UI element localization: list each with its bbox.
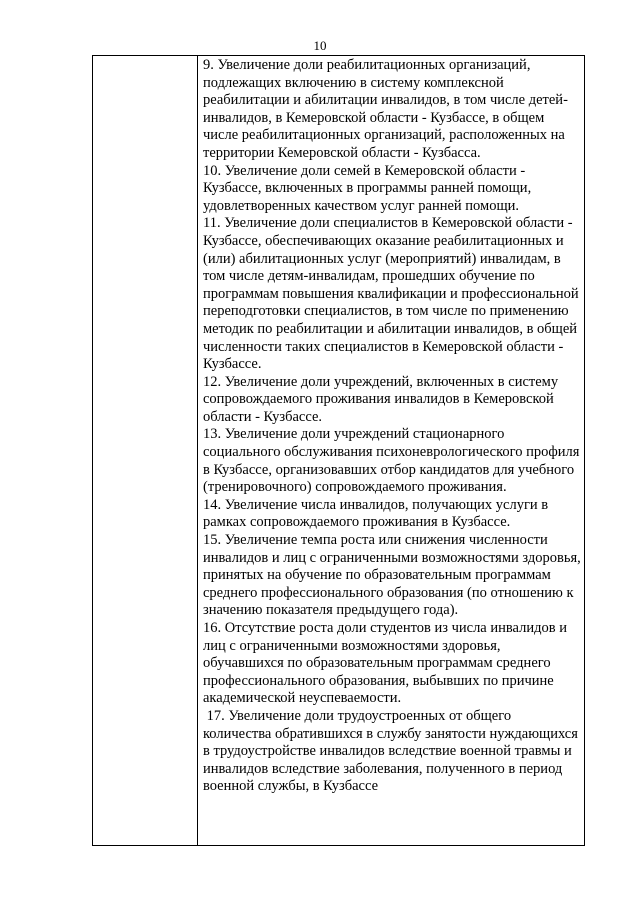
indicator-item-14: 14. Увеличение числа инвалидов, получающих услуги в рамках сопровождаемого проживания в Кузбассе. xyxy=(203,496,549,531)
indicators-table xyxy=(92,55,585,846)
indicator-item-11: 11. Увеличение доли специалистов в Кемеровской области - Кузбассе, обеспечивающих оказание реабилитационных и (или) абилитационных услуг (мероприятий) инвалидам, в том числе детям-инвалидам, прошедших обучение по программам повышения квалификации и профессиональной переподготовки специалистов, в том числе по применению методик по реабилитации и абилитации инвалидов, в общей численности таких специалистов в Кемеровской области - Кузбассе. xyxy=(203,215,579,373)
page-number: 10 xyxy=(313,38,327,53)
indicator-item-17: 17. Увеличение доли трудоустроенных от общего количества обратившихся в службу занятости нуждающихся в трудоустройстве инвалидов вследствие военной травмы и инвалидов вследствие заболевания, полученного в период военной службы, в Кузбассе xyxy=(203,707,582,795)
indicator-item-9: 9. Увеличение доли реабилитационных организаций, подлежащих включению в систему комплексной реабилитации и абилитации инвалидов, в том числе детей-инвалидов, в Кемеровской области - Кузбассе, в общем числе реабилитационных организаций, расположенных на территории Кемеровской области - Кузбасса. xyxy=(203,57,568,161)
indicator-item-13: 13. Увеличение доли учреждений стационарного социального обслуживания психоневрологического профиля в Кузбассе, организовавших отбор кандидатов для учебного (тренировочного) сопровождаемого проживания. xyxy=(203,426,580,496)
indicator-item-15: 15. Увеличение темпа роста или снижения численности инвалидов и лиц с ограниченными возможностями здоровья, принятых на обучение по образовательным программам среднего профессионального образования (по отношению к значению показателя предыдущего года). xyxy=(203,532,581,619)
table-left-cell xyxy=(93,56,198,845)
indicator-item-10: 10. Увеличение доли семей в Кемеровской области - Кузбассе, включенных в программы ранней помощи, удовлетворенных качеством услуг ранней помощи. xyxy=(203,162,532,214)
indicator-item-16: 16. Отсутствие роста доли студентов из числа инвалидов и лиц с ограниченными возможностями здоровья, обучавшихся по образовательным программам среднего профессионального образования, выбывших по причине академической неуспеваемости. xyxy=(203,620,567,707)
table-right-cell xyxy=(198,56,584,845)
indicator-item-12: 12. Увеличение доли учреждений, включенных в систему сопровождаемого проживания инвалидов в Кемеровской области - Кузбассе. xyxy=(203,373,559,425)
